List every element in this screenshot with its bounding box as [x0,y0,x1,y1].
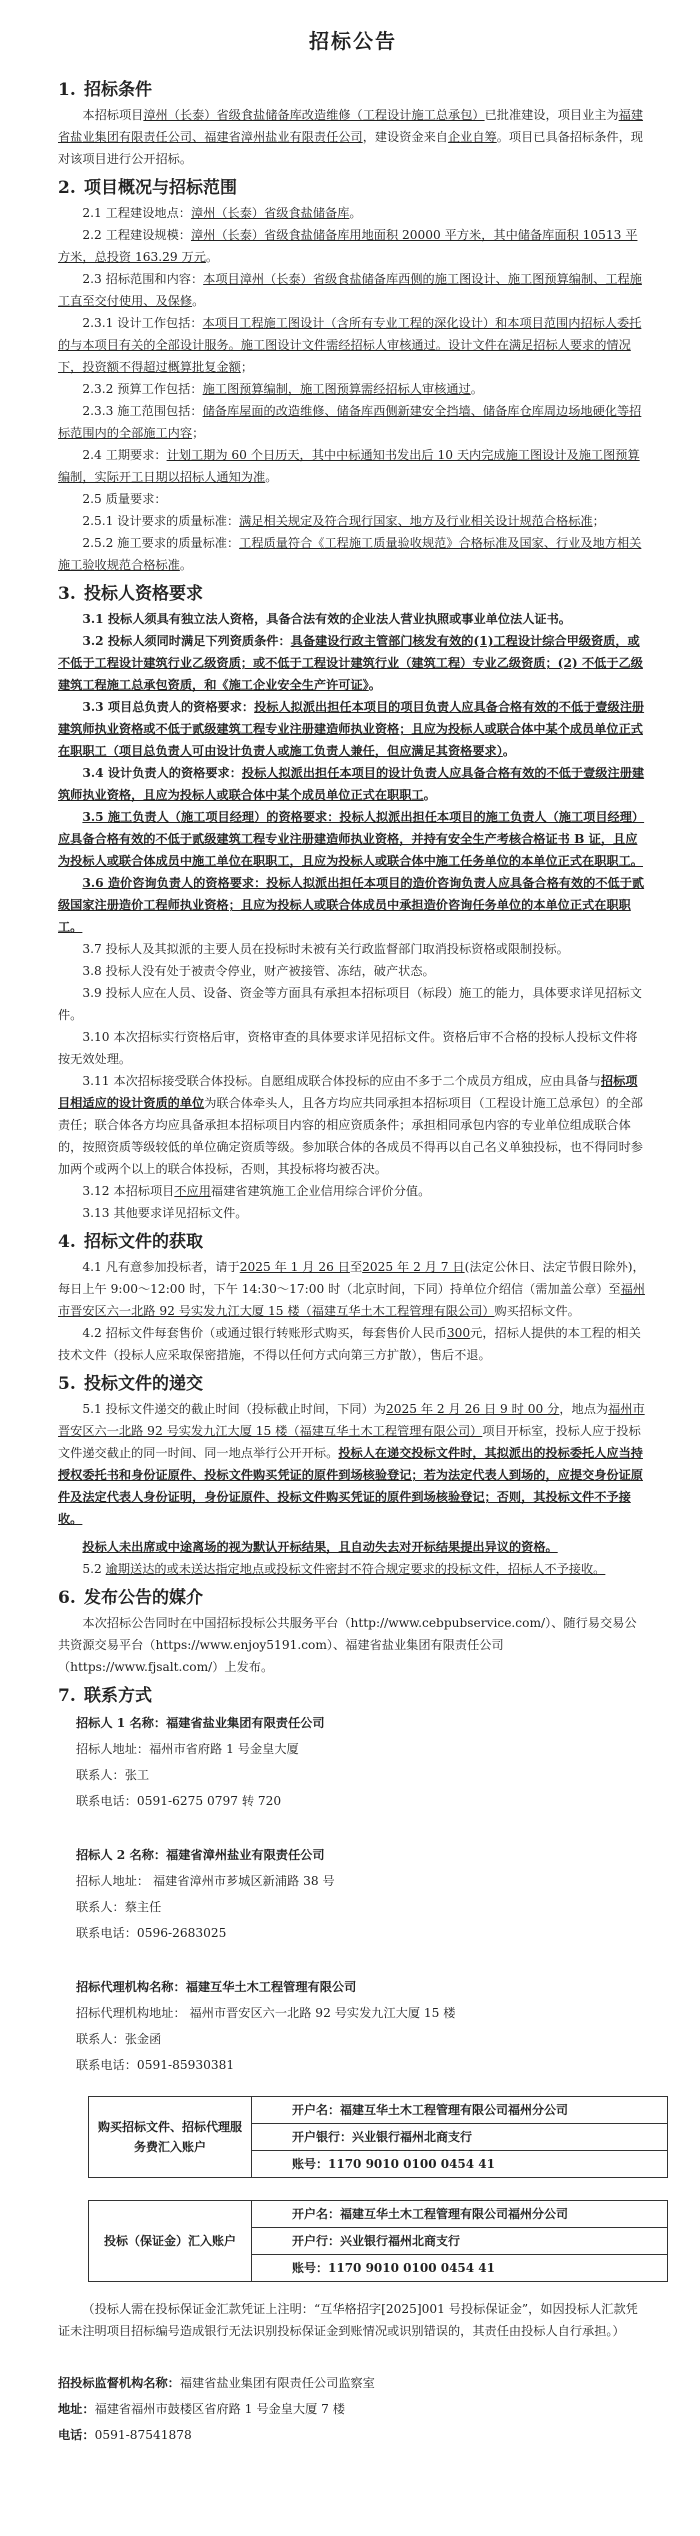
supervision-address: 福建省福州市鼓楼区省府路 1 号金皇大厦 7 楼 [94,2402,345,2416]
tenderer-2-address: 招标人地址： 福建省漳州市芗城区新浦路 38 号 [76,1874,335,1888]
deposit-account-number: 账号：1170 9010 0100 0454 41 [252,2255,668,2282]
clause-3-4: 3.4 设计负责人的资格要求：投标人拟派出担任本项目的设计负责人应具备合格有效的不低于壹级注册建筑师执业资格，且应为投标人或联合体中某个成员单位正式在职职工。 [58,766,645,802]
section-heading-4: 4. 招标文件的获取 [58,1232,203,1252]
tenderer-2-name: 福建省漳州盐业有限责任公司 [166,1848,325,1862]
clause-3-6: 3.6 造价咨询负责人的资格要求：投标人拟派出担任本项目的造价咨询负责人应具备合格有效的不低于贰级国家注册造价工程师执业资格；且应为投标人或联合体成员中承担造价咨询任务单位的本单位正式在职职工。 [58,876,645,934]
tenderer-1-phone: 联系电话：0591-6275 0797 转 720 [76,1794,282,1808]
section-heading-5: 5. 投标文件的递交 [58,1374,203,1394]
clause-3-8: 3.8 投标人没有处于被责令停业，财产被接管、冻结，破产状态。 [82,964,435,978]
tenderer-1-contact: 联系人：张工 [76,1768,150,1782]
clause-3-7: 3.7 投标人及其拟派的主要人员在投标时未被有关行政监督部门取消投标资格或限制投标。 [82,942,569,956]
clause-2-3: 2.3 招标范围和内容：本项目漳州（长泰）省级食盐储备库西侧的施工图设计、施工图预算编制、工程施工直至交付使用、及保修。 [58,272,642,308]
section-heading-1: 1. 招标条件 [58,80,152,100]
clause-2-4: 2.4 工期要求：计划工期为 60 个日历天，其中中标通知书发出后 10 天内完成施工图设计及施工图预算编制，实际开工日期以招标人通知为准。 [58,448,640,484]
agency-phone: 联系电话：0591-85930381 [76,2058,235,2072]
deposit-note: （投标人需在投标保证金汇款凭证上注明：“互华格招字[2025]001 号投标保证金”，如因投标人汇款凭证未注明项目招标编号造成银行无法识别投标保证金到账情况或识别错误的，其责任由投标人自行承担。） [58,2302,638,2338]
section-heading-6: 6. 发布公告的媒介 [58,1588,203,1608]
clause-2-1: 2.1 工程建设地点：漳州（长泰）省级食盐储备库。 [82,206,362,220]
clause-3-3: 3.3 项目总负责人的资格要求：投标人拟派出担任本项目的项目负责人应具备合格有效的不低于壹级注册建筑师执业资格或不低于贰级建筑工程专业注册建造师执业资格；且应为投标人或联合体中某个成员单位正式在职职工（项目总负责人可由设计负责人或施工负责人兼任，但应满足其资格要求）。 [58,700,645,758]
clause-3-9: 3.9 投标人应在人员、设备、资金等方面具有承担本招标项目（标段）施工的能力，具体要求详见招标文件。 [58,986,642,1022]
clause-2-3-1: 2.3.1 设计工作包括：本项目工程施工图设计（含所有专业工程的深化设计）和本项目范围内招标人委托的与本项目有关的全部设计服务。施工图设计文件需经招标人审核通过。设计文件在满足招标人要求的情况下，投资额不得超过概算批复金额； [58,316,642,374]
clause-5-2: 5.2 逾期送达的或未送达指定地点或投标文件密封不符合规定要求的投标文件，招标人不予接收。 [82,1562,606,1576]
clause-3-13: 3.13 其他要求详见招标文件。 [82,1206,248,1220]
clause-4-1: 4.1 凡有意参加投标者，请于2025 年 1 月 26 日至2025 年 2 月 7 日(法定公休日、法定节假日除外)，每日上午 9:00～12:00 时，下午 14:30～17:00 时（北京时间，下同）持单位介绍信（需加盖公章）至福州市晋安区六一北路 92 号实发九江大厦 15 楼（福建互华土木工程管理有限公司）购买招标文件。 [58,1260,645,1318]
tenderer-1-address: 招标人地址：福州市省府路 1 号金皇大厦 [76,1742,299,1756]
clause-2-5-1: 2.5.1 设计要求的质量标准：满足相关规定及符合现行国家、地方及行业相关设计规范合格标准； [82,514,605,528]
agency-block: 招标代理机构名称：福建互华土木工程管理有限公司 招标代理机构地址： 福州市晋安区六一北路 92 号实发九江大厦 15 楼 联系人：张金函 联系电话：0591-85930381 [76,1974,648,2078]
deposit-account-owner: 开户名：福建互华土木工程管理有限公司福州分公司 [252,2201,668,2228]
section-heading-2: 2. 项目概况与招标范围 [58,178,237,198]
section-heading-3: 3. 投标人资格要求 [58,584,203,604]
tenderer-2-block: 招标人 2 名称：福建省漳州盐业有限责任公司 招标人地址： 福建省漳州市芗城区新浦路 38 号 联系人：蔡主任 联系电话：0596-2683025 [76,1842,648,1946]
purchase-account-owner: 开户名：福建互华土木工程管理有限公司福州分公司 [252,2097,668,2124]
clause-3-10: 3.10 本次招标实行资格后审，资格审查的具体要求详见招标文件。资格后审不合格的投标人投标文件将按无效处理。 [58,1030,638,1066]
agency-contact: 联系人：张金函 [76,2032,162,2046]
clause-2-2: 2.2 工程建设规模：漳州（长泰）省级食盐储备库用地面积 20000 平方米，其中储备库面积 10513 平方米，总投资 163.29 万元。 [58,228,638,264]
clause-3-5: 3.5 施工负责人（施工项目经理）的资格要求：投标人拟派出担任本项目的施工负责人（施工项目经理）应具备合格有效的不低于贰级建筑工程专业注册建造师执业资格，并持有安全生产考核合格证书 B 证，且应为投标人或联合体成员中施工单位在职职工，且应为投标人或联合体中施工任务单位的本单位正式在职职工。 [58,810,645,868]
clause-2-3-3: 2.3.3 施工范围包括：储备库屋面的改造维修、储备库西侧新建安全挡墙、储备库仓库周边场地硬化等招标范围内的全部施工内容； [58,404,642,440]
deposit-account-label: 投标（保证金）汇入账户 [89,2201,252,2282]
tender-conditions-paragraph: 本招标项目漳州（长泰）省级食盐储备库改造维修（工程设计施工总承包）已批准建设，项目业主为福建省盐业集团有限责任公司、福建省漳州盐业有限责任公司，建设资金来自企业自筹。项目已具备招标条件，现对该项目进行公开招标。 [58,108,644,166]
tenderer-2-contact: 联系人：蔡主任 [76,1900,162,1914]
supervision-block: 招投标监督机构名称：福建省盐业集团有限责任公司监察室 地址：福建省福州市鼓楼区省府路 1 号金皇大厦 7 楼 电话：0591-87541878 [58,2376,375,2442]
page-title: 招标公告 [309,29,397,53]
clause-2-5-2: 2.5.2 施工要求的质量标准：工程质量符合《工程施工质量验收规范》合格标准及国家、行业及地方相关施工验收规范合格标准。 [58,536,642,572]
tenderer-1-name: 福建省盐业集团有限责任公司 [166,1716,325,1730]
agency-address: 招标代理机构地址： 福州市晋安区六一北路 92 号实发九江大厦 15 楼 [76,2006,456,2020]
section-heading-7: 7. 联系方式 [58,1686,152,1706]
tenderer-1-block: 招标人 1 名称：福建省盐业集团有限责任公司 招标人地址：福州市省府路 1 号金皇大厦 联系人：张工 联系电话：0591-6275 0797 转 720 [76,1710,648,1814]
purchase-account-number: 账号：1170 9010 0100 0454 41 [252,2151,668,2178]
media-paragraph: 本次招标公告同时在中国招标投标公共服务平台（http://www.cebpubservice.com/）、随行易交易公共资源交易平台（https://www.enjoy5191.com）、福建省盐业集团有限责任公司（https://www.fjsalt.com/）上发布。 [58,1616,637,1674]
clause-3-12: 3.12 本招标项目不应用福建省建筑施工企业信用综合评价分值。 [82,1184,431,1198]
clause-5-1: 5.1 投标文件递交的截止时间（投标截止时间，下同）为2025 年 2 月 26 日 9 时 00 分，地点为福州市晋安区六一北路 92 号实发九江大厦 15 楼（福建互华土木工程管理有限公司）项目开标室，投标人应于投标文件递交截止的同一时间、同一地点举行公开开标。投标人在递交投标文件时，其拟派出的投标委托人应当持授权委托书和身份证原件、投标文件购买凭证的原件到场核验登记；若为法定代表人到场的，应提交身份证原件及法定代表人身份证明，身份证原件、投标文件购买凭证的原件到场核验登记；否则，其投标文件不予接收。 [58,1402,645,1526]
clause-5-1-absence: 投标人未出席或中途离场的视为默认开标结果，且自动失去对开标结果提出异议的资格。 [82,1540,558,1554]
tenderer-2-phone: 联系电话：0596-2683025 [76,1926,227,1940]
clause-3-1: 3.1 投标人须具有独立法人资格，具备合法有效的企业法人营业执照或事业单位法人证书。 [82,612,571,626]
deposit-account-table [88,2200,668,2282]
supervision-phone: 0591-87541878 [94,2428,192,2442]
clause-2-5: 2.5 质量要求： [82,492,167,506]
clause-3-2: 3.2 投标人须同时满足下列资质条件：具备建设行政主管部门核发有效的(1)工程设计综合甲级资质，或不低于工程设计建筑行业乙级资质；或不低于工程设计建筑行业（建筑工程）专业乙级资质；(2) 不低于乙级建筑工程施工总承包资质，和《施工企业安全生产许可证》。 [58,634,643,692]
purchase-account-bank: 开户银行：兴业银行福州北商支行 [252,2124,668,2151]
clause-3-11: 3.11 本次招标接受联合体投标。自愿组成联合体投标的应由不多于二个成员方组成，应由具备与招标项目相适应的设计资质的单位为联合体牵头人，且各方均应共同承担本招标项目（工程设计施工总承包）的全部责任；联合体各方均应具备承担本招标项目内容的相应资质条件；承担相同承包内容的专业单位组成联合体的，按照资质等级较低的单位确定资质等级。参加联合体的各成员不得再以自己名义单独投标，也不得同时参加两个或两个以上的联合体投标，否则，其投标将均被否决。 [58,1074,643,1176]
purchase-account-table [88,2096,668,2178]
supervision-name: 福建省盐业集团有限责任公司监察室 [179,2376,375,2390]
agency-name: 福建互华土木工程管理有限公司 [185,1980,357,1994]
purchase-account-label: 购买招标文件、招标代理服务费汇入账户 [89,2097,252,2178]
deposit-account-bank: 开户行：兴业银行福州北商支行 [252,2228,668,2255]
clause-2-3-2: 2.3.2 预算工作包括：施工图预算编制，施工图预算需经招标人审核通过。 [82,382,483,396]
clause-4-2: 4.2 招标文件每套售价（或通过银行转账形式购买，每套售价人民币300元，招标人提供的本工程的相关技术文件（投标人应采取保密措施，不得以任何方式向第三方扩散），售后不退。 [58,1326,641,1362]
